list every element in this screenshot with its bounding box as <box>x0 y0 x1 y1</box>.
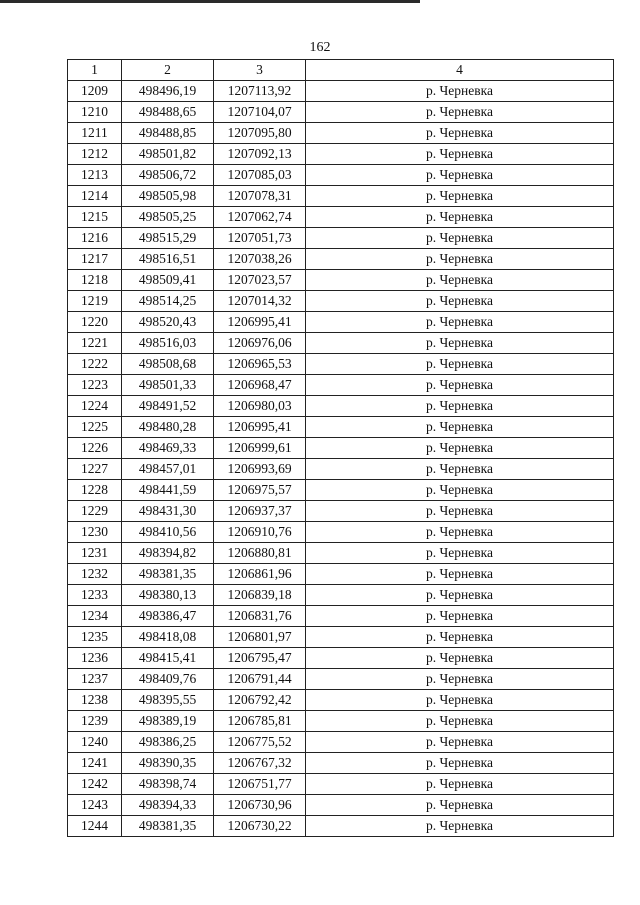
cell-y-coordinate: 1207113,92 <box>214 81 306 102</box>
cell-x-coordinate: 498501,82 <box>122 144 214 165</box>
cell-x-coordinate: 498514,25 <box>122 291 214 312</box>
cell-y-coordinate: 1206880,81 <box>214 543 306 564</box>
cell-description: р. Черневка <box>306 81 614 102</box>
cell-y-coordinate: 1207014,32 <box>214 291 306 312</box>
cell-description: р. Черневка <box>306 228 614 249</box>
table-row <box>68 417 614 438</box>
cell-x-coordinate: 498389,19 <box>122 711 214 732</box>
cell-point-number: 1220 <box>68 312 122 333</box>
cell-x-coordinate: 498505,25 <box>122 207 214 228</box>
table-row <box>68 732 614 753</box>
cell-description: р. Черневка <box>306 396 614 417</box>
cell-x-coordinate: 498488,85 <box>122 123 214 144</box>
table-row <box>68 606 614 627</box>
table-row <box>68 396 614 417</box>
cell-description: р. Черневка <box>306 144 614 165</box>
table-row <box>68 648 614 669</box>
cell-point-number: 1221 <box>68 333 122 354</box>
cell-point-number: 1239 <box>68 711 122 732</box>
cell-description: р. Черневка <box>306 186 614 207</box>
cell-x-coordinate: 498469,33 <box>122 438 214 459</box>
cell-y-coordinate: 1207092,13 <box>214 144 306 165</box>
cell-point-number: 1209 <box>68 81 122 102</box>
table-row <box>68 585 614 606</box>
table-row <box>68 81 614 102</box>
cell-x-coordinate: 498409,76 <box>122 669 214 690</box>
cell-x-coordinate: 498516,03 <box>122 333 214 354</box>
table-body <box>68 81 614 837</box>
cell-description: р. Черневка <box>306 564 614 585</box>
cell-description: р. Черневка <box>306 123 614 144</box>
coordinates-table <box>67 59 614 837</box>
table-row <box>68 564 614 585</box>
cell-point-number: 1237 <box>68 669 122 690</box>
cell-point-number: 1222 <box>68 354 122 375</box>
table-row <box>68 501 614 522</box>
cell-x-coordinate: 498415,41 <box>122 648 214 669</box>
cell-description: р. Черневка <box>306 438 614 459</box>
table-row <box>68 270 614 291</box>
cell-x-coordinate: 498395,55 <box>122 690 214 711</box>
cell-x-coordinate: 498394,82 <box>122 543 214 564</box>
cell-description: р. Черневка <box>306 795 614 816</box>
table-row <box>68 480 614 501</box>
cell-y-coordinate: 1207023,57 <box>214 270 306 291</box>
table-row <box>68 207 614 228</box>
cell-point-number: 1243 <box>68 795 122 816</box>
cell-point-number: 1225 <box>68 417 122 438</box>
cell-description: р. Черневка <box>306 270 614 291</box>
cell-y-coordinate: 1206980,03 <box>214 396 306 417</box>
cell-description: р. Черневка <box>306 732 614 753</box>
cell-y-coordinate: 1206975,57 <box>214 480 306 501</box>
table-row <box>68 333 614 354</box>
cell-y-coordinate: 1206910,76 <box>214 522 306 543</box>
cell-point-number: 1219 <box>68 291 122 312</box>
cell-x-coordinate: 498386,25 <box>122 732 214 753</box>
cell-y-coordinate: 1206965,53 <box>214 354 306 375</box>
table-row <box>68 291 614 312</box>
cell-point-number: 1229 <box>68 501 122 522</box>
cell-x-coordinate: 498394,33 <box>122 795 214 816</box>
cell-y-coordinate: 1207078,31 <box>214 186 306 207</box>
cell-description: р. Черневка <box>306 774 614 795</box>
cell-x-coordinate: 498501,33 <box>122 375 214 396</box>
table-row <box>68 543 614 564</box>
table-row <box>68 144 614 165</box>
cell-point-number: 1233 <box>68 585 122 606</box>
cell-description: р. Черневка <box>306 669 614 690</box>
cell-y-coordinate: 1206937,37 <box>214 501 306 522</box>
cell-point-number: 1214 <box>68 186 122 207</box>
cell-description: р. Черневка <box>306 417 614 438</box>
table-header-row <box>68 60 614 81</box>
cell-x-coordinate: 498381,35 <box>122 816 214 837</box>
cell-y-coordinate: 1206993,69 <box>214 459 306 480</box>
table-row <box>68 375 614 396</box>
cell-description: р. Черневка <box>306 291 614 312</box>
cell-x-coordinate: 498516,51 <box>122 249 214 270</box>
cell-point-number: 1231 <box>68 543 122 564</box>
cell-x-coordinate: 498509,41 <box>122 270 214 291</box>
cell-y-coordinate: 1206995,41 <box>214 312 306 333</box>
cell-point-number: 1240 <box>68 732 122 753</box>
cell-y-coordinate: 1207085,03 <box>214 165 306 186</box>
cell-x-coordinate: 498380,13 <box>122 585 214 606</box>
cell-y-coordinate: 1206839,18 <box>214 585 306 606</box>
cell-x-coordinate: 498390,35 <box>122 753 214 774</box>
cell-point-number: 1236 <box>68 648 122 669</box>
cell-x-coordinate: 498381,35 <box>122 564 214 585</box>
cell-point-number: 1224 <box>68 396 122 417</box>
table-row <box>68 459 614 480</box>
cell-point-number: 1244 <box>68 816 122 837</box>
cell-point-number: 1210 <box>68 102 122 123</box>
cell-description: р. Черневка <box>306 165 614 186</box>
cell-point-number: 1241 <box>68 753 122 774</box>
cell-point-number: 1215 <box>68 207 122 228</box>
cell-x-coordinate: 498506,72 <box>122 165 214 186</box>
cell-description: р. Черневка <box>306 207 614 228</box>
cell-y-coordinate: 1206976,06 <box>214 333 306 354</box>
cell-point-number: 1242 <box>68 774 122 795</box>
cell-y-coordinate: 1206968,47 <box>214 375 306 396</box>
table-row <box>68 774 614 795</box>
table-row <box>68 123 614 144</box>
cell-x-coordinate: 498505,98 <box>122 186 214 207</box>
cell-y-coordinate: 1206775,52 <box>214 732 306 753</box>
cell-x-coordinate: 498515,29 <box>122 228 214 249</box>
table-row <box>68 522 614 543</box>
cell-description: р. Черневка <box>306 585 614 606</box>
cell-point-number: 1232 <box>68 564 122 585</box>
column-header-description: 4 <box>306 60 614 81</box>
table-row <box>68 669 614 690</box>
table-row <box>68 102 614 123</box>
cell-x-coordinate: 498496,19 <box>122 81 214 102</box>
cell-description: р. Черневка <box>306 606 614 627</box>
cell-x-coordinate: 498457,01 <box>122 459 214 480</box>
page-number: 162 <box>309 40 331 55</box>
cell-point-number: 1230 <box>68 522 122 543</box>
table-row <box>68 690 614 711</box>
cell-description: р. Черневка <box>306 312 614 333</box>
cell-description: р. Черневка <box>306 375 614 396</box>
cell-x-coordinate: 498441,59 <box>122 480 214 501</box>
cell-description: р. Черневка <box>306 333 614 354</box>
cell-y-coordinate: 1206751,77 <box>214 774 306 795</box>
table-row <box>68 186 614 207</box>
cell-description: р. Черневка <box>306 627 614 648</box>
cell-description: р. Черневка <box>306 816 614 837</box>
cell-x-coordinate: 498520,43 <box>122 312 214 333</box>
cell-y-coordinate: 1206999,61 <box>214 438 306 459</box>
cell-y-coordinate: 1206785,81 <box>214 711 306 732</box>
cell-point-number: 1212 <box>68 144 122 165</box>
cell-y-coordinate: 1207104,07 <box>214 102 306 123</box>
cell-description: р. Черневка <box>306 354 614 375</box>
table-row <box>68 627 614 648</box>
cell-x-coordinate: 498386,47 <box>122 606 214 627</box>
table-row <box>68 711 614 732</box>
cell-point-number: 1226 <box>68 438 122 459</box>
cell-x-coordinate: 498418,08 <box>122 627 214 648</box>
cell-y-coordinate: 1206795,47 <box>214 648 306 669</box>
scan-edge <box>0 0 420 3</box>
cell-point-number: 1211 <box>68 123 122 144</box>
cell-description: р. Черневка <box>306 501 614 522</box>
cell-point-number: 1218 <box>68 270 122 291</box>
cell-y-coordinate: 1206792,42 <box>214 690 306 711</box>
cell-y-coordinate: 1206767,32 <box>214 753 306 774</box>
cell-description: р. Черневка <box>306 102 614 123</box>
cell-y-coordinate: 1206730,96 <box>214 795 306 816</box>
cell-x-coordinate: 498431,30 <box>122 501 214 522</box>
cell-point-number: 1238 <box>68 690 122 711</box>
cell-y-coordinate: 1206791,44 <box>214 669 306 690</box>
cell-y-coordinate: 1206995,41 <box>214 417 306 438</box>
cell-x-coordinate: 498410,56 <box>122 522 214 543</box>
cell-description: р. Черневка <box>306 690 614 711</box>
table-row <box>68 165 614 186</box>
cell-point-number: 1213 <box>68 165 122 186</box>
cell-y-coordinate: 1206831,76 <box>214 606 306 627</box>
cell-x-coordinate: 498398,74 <box>122 774 214 795</box>
cell-y-coordinate: 1207062,74 <box>214 207 306 228</box>
cell-point-number: 1223 <box>68 375 122 396</box>
cell-point-number: 1216 <box>68 228 122 249</box>
column-header-y: 3 <box>214 60 306 81</box>
cell-description: р. Черневка <box>306 249 614 270</box>
cell-description: р. Черневка <box>306 522 614 543</box>
cell-x-coordinate: 498508,68 <box>122 354 214 375</box>
table-row <box>68 816 614 837</box>
table-row <box>68 438 614 459</box>
cell-description: р. Черневка <box>306 543 614 564</box>
cell-y-coordinate: 1206730,22 <box>214 816 306 837</box>
cell-description: р. Черневка <box>306 459 614 480</box>
column-header-x: 2 <box>122 60 214 81</box>
cell-y-coordinate: 1206861,96 <box>214 564 306 585</box>
cell-description: р. Черневка <box>306 648 614 669</box>
table-row <box>68 249 614 270</box>
table-row <box>68 354 614 375</box>
cell-point-number: 1217 <box>68 249 122 270</box>
cell-description: р. Черневка <box>306 753 614 774</box>
cell-y-coordinate: 1207051,73 <box>214 228 306 249</box>
cell-y-coordinate: 1207095,80 <box>214 123 306 144</box>
cell-x-coordinate: 498491,52 <box>122 396 214 417</box>
cell-description: р. Черневка <box>306 711 614 732</box>
cell-x-coordinate: 498480,28 <box>122 417 214 438</box>
cell-x-coordinate: 498488,65 <box>122 102 214 123</box>
cell-y-coordinate: 1206801,97 <box>214 627 306 648</box>
table-row <box>68 753 614 774</box>
cell-description: р. Черневка <box>306 480 614 501</box>
column-header-point: 1 <box>68 60 122 81</box>
table-row <box>68 228 614 249</box>
cell-point-number: 1234 <box>68 606 122 627</box>
cell-point-number: 1228 <box>68 480 122 501</box>
cell-point-number: 1227 <box>68 459 122 480</box>
cell-y-coordinate: 1207038,26 <box>214 249 306 270</box>
table-row <box>68 312 614 333</box>
table-row <box>68 795 614 816</box>
cell-point-number: 1235 <box>68 627 122 648</box>
